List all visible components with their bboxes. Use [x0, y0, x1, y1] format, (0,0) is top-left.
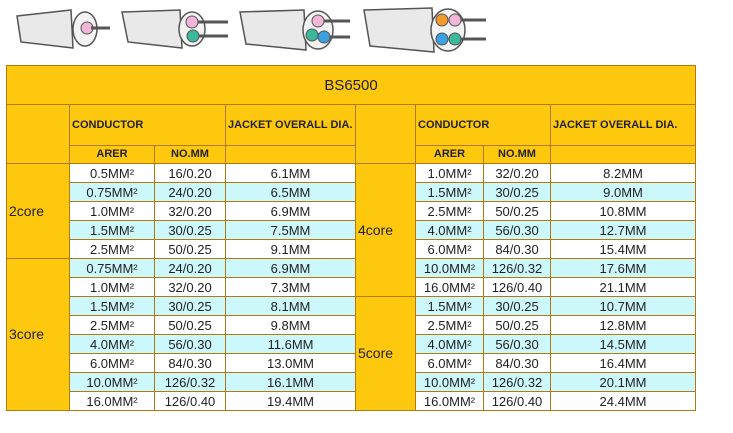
area-cell: 1.0MM² — [70, 202, 155, 221]
table-row — [7, 354, 696, 373]
area-cell: 4.0MM² — [416, 221, 484, 240]
diameter-cell: 6.5MM — [226, 183, 356, 202]
diameter-cell: 11.6MM — [226, 335, 356, 354]
area-cell: 16.0MM² — [70, 392, 155, 411]
area-cell: 1.0MM² — [70, 278, 155, 297]
area-cell: 1.5MM² — [70, 221, 155, 240]
strand-cell: 30/0.25 — [155, 221, 226, 240]
table-row — [7, 202, 696, 221]
diameter-cell: 19.4MM — [226, 392, 356, 411]
strand-cell: 84/0.30 — [484, 240, 551, 259]
area-cell: 1.5MM² — [416, 183, 484, 202]
area-cell: 2.5MM² — [416, 202, 484, 221]
cable-banner — [0, 0, 498, 60]
diameter-cell: 24.4MM — [551, 392, 696, 411]
diameter-cell: 6.1MM — [226, 164, 356, 183]
area-cell: 16.0MM² — [416, 392, 484, 411]
core-label-left: 2core — [7, 164, 70, 259]
header-row — [7, 105, 696, 146]
table-row — [7, 183, 696, 202]
jacket-subheader-right — [551, 146, 696, 164]
header-spacer-right — [356, 105, 416, 164]
diameter-cell: 13.0MM — [226, 354, 356, 373]
area-cell: 6.0MM² — [416, 354, 484, 373]
area-cell: 1.0MM² — [416, 164, 484, 183]
strand-cell: 56/0.30 — [484, 221, 551, 240]
jacket-subheader-left — [226, 146, 356, 164]
cable-2core-icon — [120, 8, 235, 50]
diameter-cell: 9.8MM — [226, 316, 356, 335]
area-cell: 16.0MM² — [416, 278, 484, 297]
diameter-cell: 8.2MM — [551, 164, 696, 183]
strand-cell: 16/0.20 — [155, 164, 226, 183]
strand-cell: 126/0.32 — [484, 259, 551, 278]
strand-cell: 126/0.40 — [484, 392, 551, 411]
diameter-cell: 14.5MM — [551, 335, 696, 354]
table-row — [7, 240, 696, 259]
diameter-cell: 16.4MM — [551, 354, 696, 373]
area-cell: 0.75MM² — [70, 259, 155, 278]
area-cell: 6.0MM² — [416, 240, 484, 259]
strand-cell: 50/0.25 — [155, 240, 226, 259]
area-cell: 6.0MM² — [70, 354, 155, 373]
area-cell: 1.5MM² — [416, 297, 484, 316]
cable-3core-icon — [238, 8, 356, 54]
nomm-header-right: NO.MM — [484, 146, 551, 164]
core-label-right: 4core — [356, 164, 416, 297]
strand-cell: 56/0.30 — [155, 335, 226, 354]
strand-cell: 56/0.30 — [484, 335, 551, 354]
strand-cell: 24/0.20 — [155, 259, 226, 278]
strand-cell: 50/0.25 — [484, 316, 551, 335]
jacket-header-left: JACKET OVERALL DIA. — [226, 105, 356, 146]
cable-1core-icon — [15, 8, 115, 50]
table-row — [7, 373, 696, 392]
diameter-cell: 8.1MM — [226, 297, 356, 316]
diameter-cell: 9.0MM — [551, 183, 696, 202]
strand-cell: 126/0.32 — [155, 373, 226, 392]
conductor-header-right: CONDUCTOR — [416, 105, 551, 146]
area-cell: 1.5MM² — [70, 297, 155, 316]
strand-cell: 30/0.25 — [484, 297, 551, 316]
table-row — [7, 316, 696, 335]
strand-cell: 32/0.20 — [155, 278, 226, 297]
diameter-cell: 6.9MM — [226, 202, 356, 221]
bs6500-table-container — [6, 65, 695, 411]
area-cell: 2.5MM² — [70, 316, 155, 335]
strand-cell: 126/0.40 — [155, 392, 226, 411]
subheader-row — [7, 146, 696, 164]
header-spacer-left — [7, 105, 70, 164]
diameter-cell: 21.1MM — [551, 278, 696, 297]
cable-4core-icon — [362, 6, 492, 56]
strand-cell: 32/0.20 — [484, 164, 551, 183]
table-row — [7, 278, 696, 297]
strand-cell: 126/0.32 — [484, 373, 551, 392]
core-label-left: 3core — [7, 259, 70, 411]
area-header-right: ARER — [416, 146, 484, 164]
diameter-cell: 20.1MM — [551, 373, 696, 392]
table-row — [7, 297, 696, 316]
area-cell: 4.0MM² — [70, 335, 155, 354]
diameter-cell: 12.8MM — [551, 316, 696, 335]
table-row — [7, 259, 696, 278]
diameter-cell: 9.1MM — [226, 240, 356, 259]
table-row — [7, 392, 696, 411]
diameter-cell: 17.6MM — [551, 259, 696, 278]
conductor-header-left: CONDUCTOR — [70, 105, 226, 146]
diameter-cell: 10.7MM — [551, 297, 696, 316]
area-cell: 0.5MM² — [70, 164, 155, 183]
diameter-cell: 7.5MM — [226, 221, 356, 240]
table-row — [7, 221, 696, 240]
diameter-cell: 12.7MM — [551, 221, 696, 240]
area-cell: 4.0MM² — [416, 335, 484, 354]
table-row — [7, 335, 696, 354]
nomm-header-left: NO.MM — [155, 146, 226, 164]
diameter-cell: 16.1MM — [226, 373, 356, 392]
strand-cell: 84/0.30 — [484, 354, 551, 373]
table-title: BS6500 — [7, 66, 696, 105]
diameter-cell: 10.8MM — [551, 202, 696, 221]
diameter-cell: 6.9MM — [226, 259, 356, 278]
area-cell: 0.75MM² — [70, 183, 155, 202]
area-cell: 2.5MM² — [416, 316, 484, 335]
diameter-cell: 7.3MM — [226, 278, 356, 297]
table-row — [7, 164, 696, 183]
bs6500-spec-table — [6, 65, 696, 411]
area-cell: 10.0MM² — [416, 259, 484, 278]
title-row — [7, 66, 696, 105]
area-cell: 10.0MM² — [70, 373, 155, 392]
diameter-cell: 15.4MM — [551, 240, 696, 259]
strand-cell: 50/0.25 — [484, 202, 551, 221]
core-label-right: 5core — [356, 297, 416, 411]
strand-cell: 126/0.40 — [484, 278, 551, 297]
area-header-left: ARER — [70, 146, 155, 164]
strand-cell: 84/0.30 — [155, 354, 226, 373]
strand-cell: 50/0.25 — [155, 316, 226, 335]
strand-cell: 30/0.25 — [484, 183, 551, 202]
area-cell: 10.0MM² — [416, 373, 484, 392]
strand-cell: 32/0.20 — [155, 202, 226, 221]
strand-cell: 24/0.20 — [155, 183, 226, 202]
jacket-header-right: JACKET OVERALL DIA. — [551, 105, 696, 146]
area-cell: 2.5MM² — [70, 240, 155, 259]
strand-cell: 30/0.25 — [155, 297, 226, 316]
